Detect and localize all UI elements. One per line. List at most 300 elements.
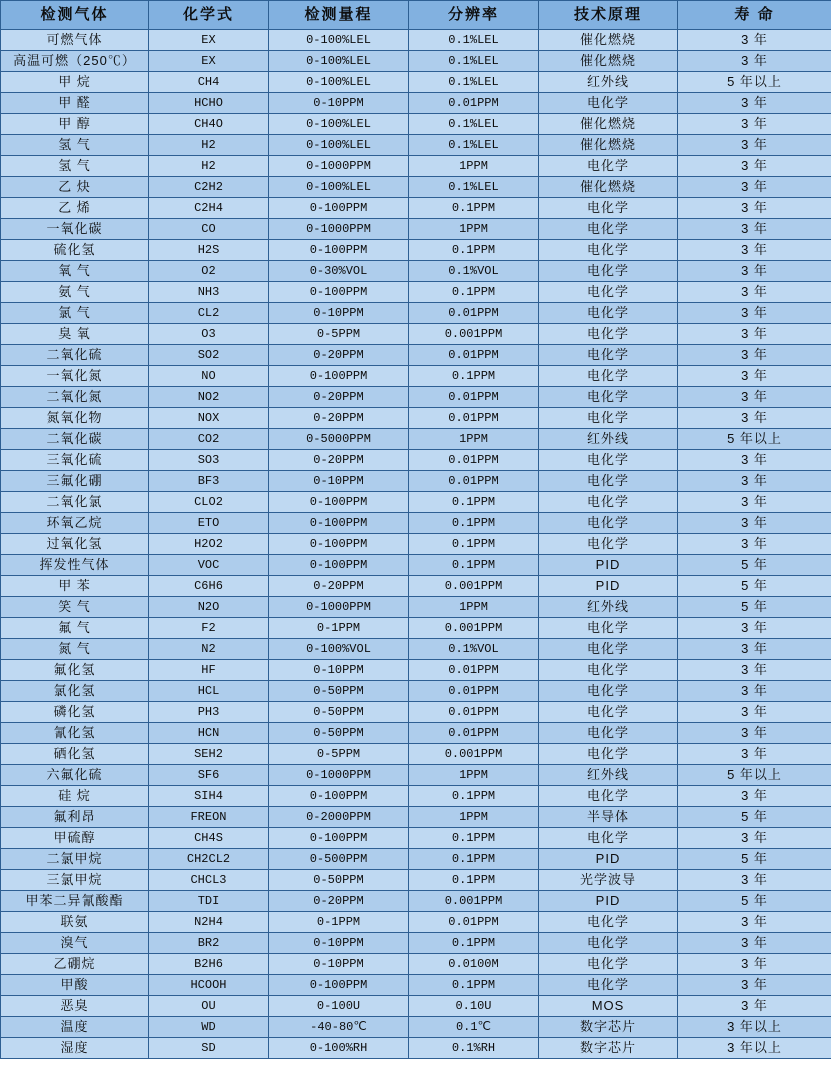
- cell-resolution: 0.1%RH: [409, 1038, 539, 1059]
- table-row: [1, 555, 831, 576]
- cell-gas-name: 联氨: [1, 912, 149, 933]
- cell-technology: 电化学: [539, 933, 678, 954]
- cell-lifetime: 3 年: [678, 723, 831, 744]
- cell-chemical-formula: BF3: [149, 471, 269, 492]
- cell-detection-range: 0-100%LEL: [269, 72, 409, 93]
- cell-chemical-formula: WD: [149, 1017, 269, 1038]
- cell-technology: 催化燃烧: [539, 114, 678, 135]
- cell-resolution: 0.001PPM: [409, 744, 539, 765]
- cell-chemical-formula: SO2: [149, 345, 269, 366]
- cell-technology: 电化学: [539, 513, 678, 534]
- table-row: [1, 660, 831, 681]
- cell-gas-name: 湿度: [1, 1038, 149, 1059]
- cell-gas-name: 氢 气: [1, 135, 149, 156]
- cell-technology: 电化学: [539, 723, 678, 744]
- cell-resolution: 0.01PPM: [409, 471, 539, 492]
- table-row: [1, 849, 831, 870]
- cell-resolution: 0.01PPM: [409, 93, 539, 114]
- table-row: [1, 702, 831, 723]
- cell-gas-name: 氧 气: [1, 261, 149, 282]
- cell-resolution: 0.01PPM: [409, 660, 539, 681]
- cell-lifetime: 3 年: [678, 660, 831, 681]
- cell-chemical-formula: H2: [149, 156, 269, 177]
- cell-gas-name: 磷化氢: [1, 702, 149, 723]
- cell-lifetime: 3 年: [678, 492, 831, 513]
- cell-resolution: 0.01PPM: [409, 345, 539, 366]
- cell-chemical-formula: SIH4: [149, 786, 269, 807]
- cell-detection-range: 0-100%RH: [269, 1038, 409, 1059]
- cell-detection-range: 0-2000PPM: [269, 807, 409, 828]
- cell-gas-name: 挥发性气体: [1, 555, 149, 576]
- cell-detection-range: 0-1000PPM: [269, 765, 409, 786]
- cell-technology: 数字芯片: [539, 1038, 678, 1059]
- cell-detection-range: 0-100PPM: [269, 240, 409, 261]
- cell-lifetime: 3 年: [678, 534, 831, 555]
- cell-gas-name: 硅 烷: [1, 786, 149, 807]
- cell-resolution: 0.1PPM: [409, 870, 539, 891]
- cell-technology: 电化学: [539, 618, 678, 639]
- cell-lifetime: 5 年以上: [678, 429, 831, 450]
- cell-technology: 电化学: [539, 534, 678, 555]
- cell-gas-name: 硫化氢: [1, 240, 149, 261]
- cell-gas-name: 甲酸: [1, 975, 149, 996]
- cell-chemical-formula: CH2CL2: [149, 849, 269, 870]
- cell-detection-range: 0-20PPM: [269, 387, 409, 408]
- cell-chemical-formula: HF: [149, 660, 269, 681]
- cell-resolution: 0.1PPM: [409, 555, 539, 576]
- cell-lifetime: 3 年: [678, 156, 831, 177]
- cell-resolution: 0.1%LEL: [409, 177, 539, 198]
- cell-chemical-formula: EX: [149, 51, 269, 72]
- table-row: [1, 282, 831, 303]
- cell-technology: 电化学: [539, 954, 678, 975]
- cell-chemical-formula: EX: [149, 30, 269, 51]
- cell-detection-range: 0-30%VOL: [269, 261, 409, 282]
- cell-resolution: 0.01PPM: [409, 387, 539, 408]
- cell-detection-range: 0-50PPM: [269, 681, 409, 702]
- cell-lifetime: 3 年: [678, 303, 831, 324]
- cell-technology: 数字芯片: [539, 1017, 678, 1038]
- cell-resolution: 1PPM: [409, 219, 539, 240]
- table-row: [1, 933, 831, 954]
- cell-chemical-formula: TDI: [149, 891, 269, 912]
- cell-resolution: 0.10U: [409, 996, 539, 1017]
- cell-detection-range: 0-10PPM: [269, 471, 409, 492]
- table-row: [1, 639, 831, 660]
- cell-resolution: 0.001PPM: [409, 324, 539, 345]
- cell-lifetime: 5 年: [678, 807, 831, 828]
- cell-technology: 电化学: [539, 198, 678, 219]
- table-row: [1, 135, 831, 156]
- cell-chemical-formula: B2H6: [149, 954, 269, 975]
- cell-technology: 电化学: [539, 912, 678, 933]
- cell-gas-name: 过氧化氢: [1, 534, 149, 555]
- cell-technology: 电化学: [539, 786, 678, 807]
- cell-lifetime: 5 年以上: [678, 765, 831, 786]
- cell-technology: 半导体: [539, 807, 678, 828]
- table-row: [1, 408, 831, 429]
- cell-technology: 电化学: [539, 681, 678, 702]
- cell-chemical-formula: CLO2: [149, 492, 269, 513]
- cell-technology: 电化学: [539, 450, 678, 471]
- cell-resolution: 0.1PPM: [409, 282, 539, 303]
- column-header-lifetime: 寿 命: [678, 1, 831, 30]
- cell-detection-range: 0-1000PPM: [269, 156, 409, 177]
- table-row: [1, 240, 831, 261]
- cell-resolution: 1PPM: [409, 807, 539, 828]
- cell-lifetime: 3 年: [678, 912, 831, 933]
- cell-lifetime: 3 年: [678, 954, 831, 975]
- table-row: [1, 72, 831, 93]
- cell-resolution: 0.1PPM: [409, 198, 539, 219]
- table-row: [1, 471, 831, 492]
- cell-chemical-formula: SO3: [149, 450, 269, 471]
- cell-chemical-formula: CHCL3: [149, 870, 269, 891]
- cell-lifetime: 3 年: [678, 135, 831, 156]
- cell-chemical-formula: BR2: [149, 933, 269, 954]
- cell-resolution: 0.01PPM: [409, 408, 539, 429]
- table-row: [1, 261, 831, 282]
- cell-technology: 电化学: [539, 156, 678, 177]
- cell-resolution: 1PPM: [409, 765, 539, 786]
- cell-chemical-formula: C6H6: [149, 576, 269, 597]
- cell-chemical-formula: CH4O: [149, 114, 269, 135]
- cell-detection-range: 0-20PPM: [269, 891, 409, 912]
- cell-detection-range: 0-20PPM: [269, 576, 409, 597]
- cell-chemical-formula: O2: [149, 261, 269, 282]
- table-body: [1, 30, 831, 1059]
- cell-technology: 电化学: [539, 345, 678, 366]
- cell-gas-name: 高温可燃（250℃）: [1, 51, 149, 72]
- cell-resolution: 0.1PPM: [409, 849, 539, 870]
- cell-technology: 红外线: [539, 597, 678, 618]
- cell-chemical-formula: NH3: [149, 282, 269, 303]
- cell-detection-range: 0-100%LEL: [269, 30, 409, 51]
- cell-resolution: 0.01PPM: [409, 912, 539, 933]
- cell-chemical-formula: CL2: [149, 303, 269, 324]
- cell-resolution: 0.1PPM: [409, 240, 539, 261]
- cell-lifetime: 3 年: [678, 450, 831, 471]
- column-header-detection-range: 检测量程: [269, 1, 409, 30]
- cell-lifetime: 3 年: [678, 618, 831, 639]
- cell-technology: 红外线: [539, 765, 678, 786]
- cell-detection-range: 0-20PPM: [269, 345, 409, 366]
- cell-gas-name: 笑 气: [1, 597, 149, 618]
- cell-lifetime: 3 年: [678, 828, 831, 849]
- cell-gas-name: 乙硼烷: [1, 954, 149, 975]
- cell-detection-range: 0-1000PPM: [269, 219, 409, 240]
- cell-chemical-formula: N2O: [149, 597, 269, 618]
- cell-detection-range: 0-100PPM: [269, 828, 409, 849]
- cell-detection-range: 0-5PPM: [269, 744, 409, 765]
- cell-gas-name: 甲 醛: [1, 93, 149, 114]
- cell-lifetime: 3 年: [678, 366, 831, 387]
- cell-resolution: 0.1%LEL: [409, 72, 539, 93]
- cell-chemical-formula: NO2: [149, 387, 269, 408]
- cell-gas-name: 甲 烷: [1, 72, 149, 93]
- cell-gas-name: 氟化氢: [1, 660, 149, 681]
- cell-technology: 电化学: [539, 828, 678, 849]
- cell-gas-name: 甲硫醇: [1, 828, 149, 849]
- cell-lifetime: 3 年: [678, 408, 831, 429]
- table-row: [1, 366, 831, 387]
- cell-resolution: 1PPM: [409, 597, 539, 618]
- cell-detection-range: 0-1000PPM: [269, 597, 409, 618]
- cell-gas-name: 温度: [1, 1017, 149, 1038]
- cell-chemical-formula: CH4S: [149, 828, 269, 849]
- cell-technology: 电化学: [539, 471, 678, 492]
- cell-detection-range: 0-10PPM: [269, 303, 409, 324]
- cell-chemical-formula: OU: [149, 996, 269, 1017]
- cell-lifetime: 3 年: [678, 681, 831, 702]
- cell-detection-range: 0-100%LEL: [269, 114, 409, 135]
- table-row: [1, 954, 831, 975]
- column-header-chemical-formula: 化学式: [149, 1, 269, 30]
- cell-gas-name: 二氧化碳: [1, 429, 149, 450]
- table-row: [1, 156, 831, 177]
- cell-detection-range: 0-20PPM: [269, 450, 409, 471]
- cell-chemical-formula: VOC: [149, 555, 269, 576]
- cell-technology: PID: [539, 891, 678, 912]
- cell-detection-range: 0-500PPM: [269, 849, 409, 870]
- cell-lifetime: 3 年: [678, 30, 831, 51]
- cell-lifetime: 3 年: [678, 177, 831, 198]
- table-row: [1, 324, 831, 345]
- table-row: [1, 786, 831, 807]
- cell-detection-range: 0-50PPM: [269, 723, 409, 744]
- table-row: [1, 597, 831, 618]
- cell-chemical-formula: CO2: [149, 429, 269, 450]
- cell-lifetime: 3 年: [678, 114, 831, 135]
- cell-chemical-formula: PH3: [149, 702, 269, 723]
- table-row: [1, 975, 831, 996]
- cell-detection-range: 0-1PPM: [269, 912, 409, 933]
- table-row: [1, 618, 831, 639]
- table-row: [1, 912, 831, 933]
- cell-gas-name: 氟 气: [1, 618, 149, 639]
- cell-detection-range: 0-10PPM: [269, 660, 409, 681]
- cell-resolution: 0.1℃: [409, 1017, 539, 1038]
- cell-detection-range: 0-100PPM: [269, 975, 409, 996]
- table-row: [1, 1017, 831, 1038]
- cell-detection-range: 0-100%LEL: [269, 135, 409, 156]
- cell-resolution: 0.1PPM: [409, 513, 539, 534]
- cell-lifetime: 5 年: [678, 849, 831, 870]
- cell-detection-range: 0-20PPM: [269, 408, 409, 429]
- cell-technology: 电化学: [539, 366, 678, 387]
- cell-technology: 电化学: [539, 744, 678, 765]
- cell-detection-range: 0-100PPM: [269, 555, 409, 576]
- cell-technology: 电化学: [539, 219, 678, 240]
- cell-gas-name: 一氧化碳: [1, 219, 149, 240]
- column-header-gas-name: 检测气体: [1, 1, 149, 30]
- cell-technology: 电化学: [539, 93, 678, 114]
- cell-gas-name: 氯 气: [1, 303, 149, 324]
- cell-lifetime: 3 年: [678, 513, 831, 534]
- cell-gas-name: 氨 气: [1, 282, 149, 303]
- cell-chemical-formula: ETO: [149, 513, 269, 534]
- cell-detection-range: 0-100PPM: [269, 513, 409, 534]
- cell-lifetime: 3 年: [678, 282, 831, 303]
- cell-chemical-formula: SF6: [149, 765, 269, 786]
- cell-lifetime: 5 年: [678, 555, 831, 576]
- cell-resolution: 0.1PPM: [409, 366, 539, 387]
- cell-detection-range: 0-5000PPM: [269, 429, 409, 450]
- cell-resolution: 0.01PPM: [409, 450, 539, 471]
- cell-technology: 催化燃烧: [539, 135, 678, 156]
- cell-gas-name: 甲 醇: [1, 114, 149, 135]
- cell-chemical-formula: H2: [149, 135, 269, 156]
- table-row: [1, 513, 831, 534]
- cell-chemical-formula: H2O2: [149, 534, 269, 555]
- cell-resolution: 0.001PPM: [409, 618, 539, 639]
- cell-resolution: 1PPM: [409, 429, 539, 450]
- cell-gas-name: 氮氧化物: [1, 408, 149, 429]
- cell-gas-name: 恶臭: [1, 996, 149, 1017]
- table-row: [1, 723, 831, 744]
- cell-lifetime: 3 年: [678, 702, 831, 723]
- cell-lifetime: 3 年: [678, 933, 831, 954]
- cell-gas-name: 二氧化氮: [1, 387, 149, 408]
- cell-gas-name: 硒化氢: [1, 744, 149, 765]
- table-row: [1, 681, 831, 702]
- table-row: [1, 870, 831, 891]
- cell-lifetime: 3 年: [678, 345, 831, 366]
- cell-chemical-formula: HCHO: [149, 93, 269, 114]
- cell-gas-name: 氢 气: [1, 156, 149, 177]
- table-row: [1, 450, 831, 471]
- cell-detection-range: 0-100PPM: [269, 198, 409, 219]
- cell-resolution: 0.01PPM: [409, 681, 539, 702]
- cell-lifetime: 5 年: [678, 597, 831, 618]
- table-row: [1, 30, 831, 51]
- cell-gas-name: 溴气: [1, 933, 149, 954]
- table-row: [1, 198, 831, 219]
- cell-chemical-formula: C2H2: [149, 177, 269, 198]
- cell-resolution: 0.001PPM: [409, 891, 539, 912]
- cell-lifetime: 3 年: [678, 744, 831, 765]
- cell-detection-range: 0-1PPM: [269, 618, 409, 639]
- cell-technology: 电化学: [539, 702, 678, 723]
- cell-chemical-formula: SEH2: [149, 744, 269, 765]
- cell-detection-range: 0-100PPM: [269, 282, 409, 303]
- cell-resolution: 0.01PPM: [409, 303, 539, 324]
- cell-technology: 电化学: [539, 303, 678, 324]
- cell-resolution: 0.1%LEL: [409, 114, 539, 135]
- cell-gas-name: 氟利昂: [1, 807, 149, 828]
- cell-resolution: 0.1%VOL: [409, 261, 539, 282]
- table-row: [1, 828, 831, 849]
- cell-chemical-formula: CO: [149, 219, 269, 240]
- cell-technology: 电化学: [539, 387, 678, 408]
- cell-gas-name: 二氧化氯: [1, 492, 149, 513]
- cell-lifetime: 3 年: [678, 240, 831, 261]
- cell-detection-range: 0-10PPM: [269, 933, 409, 954]
- cell-lifetime: 3 年: [678, 639, 831, 660]
- table-row: [1, 576, 831, 597]
- table-row: [1, 219, 831, 240]
- cell-chemical-formula: HCOOH: [149, 975, 269, 996]
- cell-detection-range: 0-5PPM: [269, 324, 409, 345]
- column-header-technology: 技术原理: [539, 1, 678, 30]
- cell-technology: 电化学: [539, 975, 678, 996]
- cell-gas-name: 三氧化硫: [1, 450, 149, 471]
- cell-detection-range: 0-100%LEL: [269, 177, 409, 198]
- cell-detection-range: 0-100PPM: [269, 492, 409, 513]
- cell-chemical-formula: H2S: [149, 240, 269, 261]
- cell-technology: 光学波导: [539, 870, 678, 891]
- table-row: [1, 492, 831, 513]
- cell-gas-name: 甲苯二异氰酸酯: [1, 891, 149, 912]
- table-row: [1, 303, 831, 324]
- cell-chemical-formula: N2H4: [149, 912, 269, 933]
- cell-chemical-formula: N2: [149, 639, 269, 660]
- cell-resolution: 0.1PPM: [409, 975, 539, 996]
- table-header-row: [1, 1, 831, 30]
- cell-detection-range: 0-50PPM: [269, 870, 409, 891]
- cell-chemical-formula: NO: [149, 366, 269, 387]
- cell-lifetime: 3 年: [678, 93, 831, 114]
- cell-resolution: 0.01PPM: [409, 702, 539, 723]
- cell-detection-range: 0-100%LEL: [269, 51, 409, 72]
- cell-gas-name: 乙 烯: [1, 198, 149, 219]
- table-row: [1, 891, 831, 912]
- cell-detection-range: 0-10PPM: [269, 93, 409, 114]
- table-row: [1, 345, 831, 366]
- cell-lifetime: 3 年: [678, 198, 831, 219]
- column-header-resolution: 分辨率: [409, 1, 539, 30]
- cell-technology: 催化燃烧: [539, 30, 678, 51]
- table-row: [1, 51, 831, 72]
- table-row: [1, 807, 831, 828]
- cell-technology: 电化学: [539, 492, 678, 513]
- cell-gas-name: 臭 氧: [1, 324, 149, 345]
- cell-technology: PID: [539, 849, 678, 870]
- cell-resolution: 0.1PPM: [409, 933, 539, 954]
- cell-chemical-formula: O3: [149, 324, 269, 345]
- cell-gas-name: 可燃气体: [1, 30, 149, 51]
- cell-technology: 电化学: [539, 282, 678, 303]
- cell-technology: 催化燃烧: [539, 177, 678, 198]
- cell-detection-range: 0-100%VOL: [269, 639, 409, 660]
- cell-chemical-formula: F2: [149, 618, 269, 639]
- cell-gas-name: 三氯甲烷: [1, 870, 149, 891]
- cell-lifetime: 3 年: [678, 324, 831, 345]
- cell-technology: 电化学: [539, 408, 678, 429]
- cell-gas-name: 氯化氢: [1, 681, 149, 702]
- table-row: [1, 93, 831, 114]
- cell-chemical-formula: CH4: [149, 72, 269, 93]
- cell-detection-range: 0-100PPM: [269, 786, 409, 807]
- table-row: [1, 534, 831, 555]
- cell-chemical-formula: HCL: [149, 681, 269, 702]
- cell-technology: 红外线: [539, 429, 678, 450]
- cell-lifetime: 3 年: [678, 786, 831, 807]
- cell-detection-range: -40-80℃: [269, 1017, 409, 1038]
- cell-resolution: 0.1PPM: [409, 492, 539, 513]
- cell-resolution: 1PPM: [409, 156, 539, 177]
- cell-chemical-formula: C2H4: [149, 198, 269, 219]
- cell-technology: PID: [539, 576, 678, 597]
- table-header: [1, 1, 831, 30]
- cell-lifetime: 3 年: [678, 975, 831, 996]
- cell-gas-name: 环氧乙烷: [1, 513, 149, 534]
- cell-technology: 电化学: [539, 639, 678, 660]
- cell-lifetime: 3 年以上: [678, 1017, 831, 1038]
- cell-technology: 电化学: [539, 261, 678, 282]
- cell-resolution: 0.1PPM: [409, 786, 539, 807]
- cell-lifetime: 5 年以上: [678, 72, 831, 93]
